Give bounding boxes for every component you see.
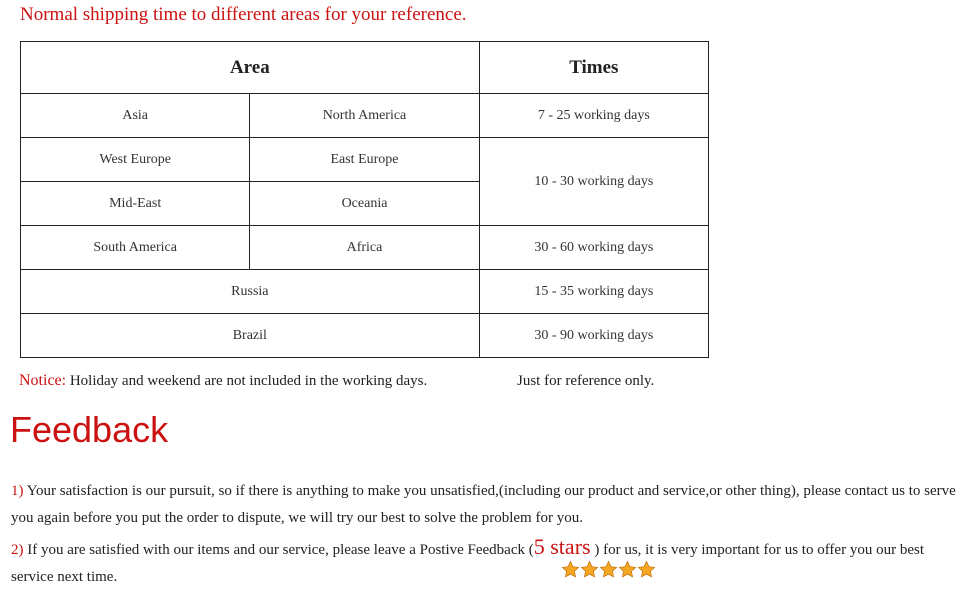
area-cell: West Europe (21, 138, 250, 182)
list-number: 1) (11, 483, 24, 499)
time-cell: 7 - 25 working days (479, 94, 708, 138)
time-cell: 30 - 60 working days (479, 226, 708, 270)
star-icon (561, 560, 580, 579)
area-cell: Asia (21, 94, 250, 138)
area-cell: Oceania (250, 182, 479, 226)
paragraph-text: ) for us, it is very important for us to offer you our best service next time. (11, 542, 924, 585)
star-icon (618, 560, 637, 579)
table-row (21, 314, 709, 358)
table-row (21, 270, 709, 314)
time-cell: 10 - 30 working days (479, 138, 708, 226)
table-row (21, 138, 709, 182)
notice-label: Notice: (19, 372, 67, 389)
star-rating (561, 560, 656, 580)
table-row (21, 226, 709, 270)
area-cell: Mid-East (21, 182, 250, 226)
area-cell: Africa (250, 226, 479, 270)
area-cell: North America (250, 94, 479, 138)
area-header: Area (21, 42, 480, 94)
area-cell: Russia (21, 270, 480, 314)
feedback-paragraph-1 (11, 478, 966, 532)
star-icon (580, 560, 599, 579)
notice-body: Holiday and weekend are not included in the working days. (66, 373, 428, 389)
shipping-heading: Normal shipping time to different areas for your reference. (20, 4, 467, 25)
paragraph-text: Your satisfaction is our pursuit, so if there is anything to make you unsatisfied,(including our product and service,or other thing), please contact us to serve you again before you put the order to dispute, we will try our best to solve the problem for you. (11, 483, 956, 526)
area-cell: East Europe (250, 138, 479, 182)
table-row (21, 94, 709, 138)
time-cell: 15 - 35 working days (479, 270, 708, 314)
area-cell: South America (21, 226, 250, 270)
notice-text (19, 372, 427, 390)
shipping-time-table (20, 41, 709, 358)
reference-note: Just for reference only. (517, 373, 655, 389)
times-header: Times (479, 42, 708, 94)
area-cell: Brazil (21, 314, 480, 358)
table-header-row (21, 42, 709, 94)
paragraph-text: If you are satisfied with our items and our service, please leave a Postive Feedback ( (23, 542, 534, 558)
five-stars-emphasis: 5 stars (533, 534, 591, 559)
feedback-paragraph-2 (11, 533, 966, 591)
star-icon (637, 560, 656, 579)
star-icon (599, 560, 618, 579)
time-cell: 30 - 90 working days (479, 314, 708, 358)
list-number: 2) (11, 542, 24, 558)
feedback-title: Feedback (10, 409, 169, 450)
